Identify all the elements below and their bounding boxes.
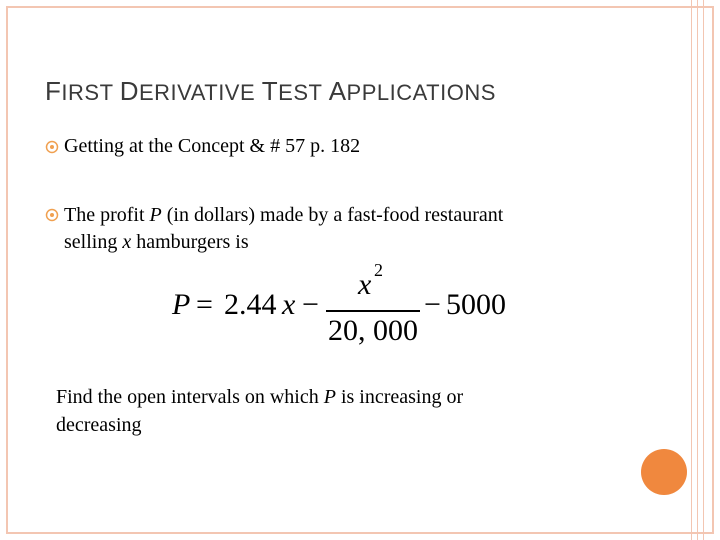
equation-equals: = bbox=[196, 288, 213, 321]
text-run: decreasing bbox=[56, 414, 142, 436]
title-rest: PPLICATIONS bbox=[346, 80, 496, 105]
variable: x bbox=[122, 231, 132, 253]
bullet-text bbox=[64, 202, 624, 256]
title-cap: A bbox=[328, 76, 347, 106]
text-run: Find the open intervals on which bbox=[56, 386, 324, 408]
text-run: hamburgers is bbox=[131, 231, 249, 253]
equation-variable: x bbox=[282, 288, 296, 321]
bullet-icon bbox=[45, 140, 59, 154]
bullet-text-content: Getting at the Concept & # 57 p. 182 bbox=[64, 135, 361, 157]
title-cap: F bbox=[45, 76, 62, 106]
title-rest: IRST bbox=[61, 80, 120, 105]
fraction-denominator: 20, 000 bbox=[328, 314, 418, 347]
text-run: is increasing or bbox=[335, 386, 464, 408]
title-cap: T bbox=[261, 76, 279, 106]
variable: P bbox=[323, 386, 336, 408]
text-run: (in dollars) made by a fast-food restaurant bbox=[161, 204, 504, 226]
text-run: The profit bbox=[64, 204, 150, 226]
profit-equation bbox=[172, 260, 517, 352]
numerator-exponent: 2 bbox=[374, 260, 383, 280]
variable: P bbox=[149, 204, 162, 226]
title-rest: ERIVATIVE bbox=[139, 80, 262, 105]
decorative-circle bbox=[641, 449, 687, 495]
slide-title bbox=[45, 76, 496, 107]
equation-minus: − bbox=[424, 288, 441, 321]
right-rail-line bbox=[697, 0, 698, 540]
equation-minus: − bbox=[302, 288, 319, 321]
title-cap: D bbox=[119, 76, 139, 106]
right-rail-line bbox=[691, 0, 692, 540]
equation-constant: 5000 bbox=[446, 288, 506, 321]
title-rest: EST bbox=[278, 80, 329, 105]
fraction-numerator: x bbox=[358, 268, 372, 301]
equation-coefficient: 2.44 bbox=[224, 288, 277, 321]
fraction-bar bbox=[326, 310, 420, 312]
bullet-icon bbox=[45, 208, 59, 222]
equation-lhs: P bbox=[172, 288, 191, 321]
bullet-text bbox=[64, 133, 624, 160]
question-text bbox=[56, 383, 576, 439]
text-run: selling bbox=[64, 231, 123, 253]
right-rail-line bbox=[703, 0, 704, 540]
